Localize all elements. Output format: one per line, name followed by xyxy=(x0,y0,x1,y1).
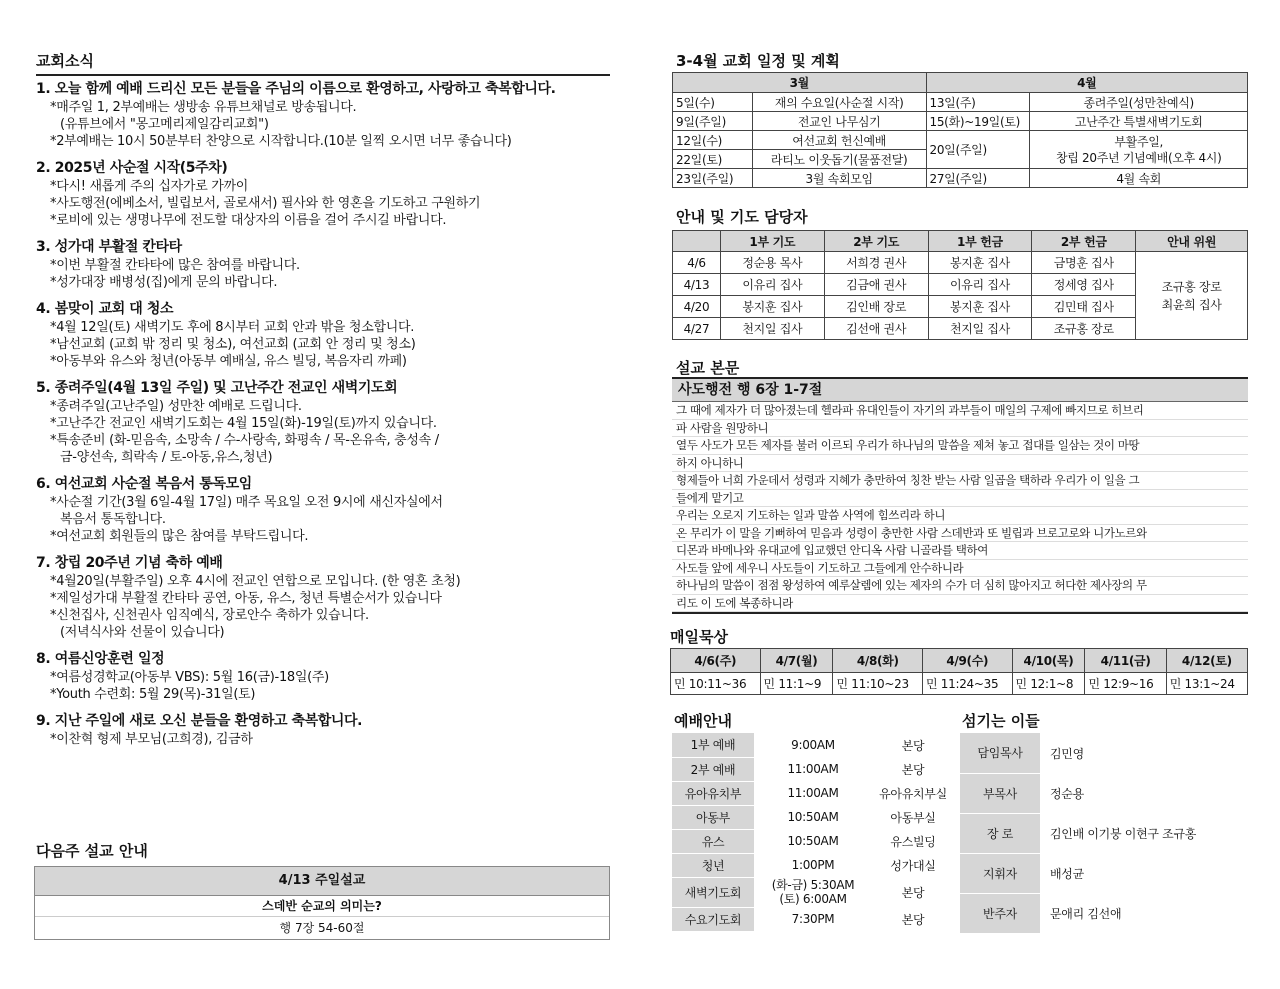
schedule-cell: 고난주간 특별새벽기도회 xyxy=(1030,112,1248,131)
prayer-cell: 김인배 장로 xyxy=(824,296,928,318)
scripture-line: 들에게 맡기고 xyxy=(672,490,1248,508)
news-item xyxy=(36,300,610,370)
devotion-ref: 민 11:24~35 xyxy=(923,673,1013,695)
worship-time-line: (화-금) 5:30AM xyxy=(771,878,855,892)
schedule-cell: 라티노 이웃돕기(물품전달) xyxy=(752,150,926,169)
news-item-line: *Youth 수련회: 5월 29(목)-31일(토) xyxy=(50,687,256,702)
worship-time-line: 10:50AM xyxy=(787,810,839,824)
worship-row xyxy=(672,781,954,805)
servant-row xyxy=(960,813,1248,853)
devotion-day: 4/10(목) xyxy=(1012,649,1085,673)
prayer-cell: 정세영 집사 xyxy=(1032,274,1136,296)
devotion-day: 4/6(주) xyxy=(671,649,761,673)
prayer-date: 4/6 xyxy=(673,252,721,274)
servant-role: 반주자 xyxy=(960,893,1040,933)
prayer-table xyxy=(672,230,1248,340)
worship-time-line: 7:30PM xyxy=(791,912,835,926)
church-news-list xyxy=(36,80,610,757)
scripture-line: 우리는 오로지 기도하는 일과 말씀 사역에 힘쓰리라 하니 xyxy=(672,507,1248,525)
worship-time-line: 11:00AM xyxy=(787,762,839,776)
news-item-line: *특송준비 (화-믿음속, 소망속 / 수-사랑속, 화평속 / 목-온유속, 충성속 / xyxy=(50,433,439,448)
servant-row xyxy=(960,773,1248,813)
scripture-line: 열두 사도가 모든 제자를 불러 이르되 우리가 하나님의 말씀을 제쳐 놓고 접대를 일삼는 것이 마땅 xyxy=(672,437,1248,455)
devotion-day: 4/7(월) xyxy=(760,649,833,673)
news-item-line: *이번 부활절 칸타타에 많은 참여를 바랍니다. xyxy=(50,258,300,273)
scripture-line: 하지 아니하니 xyxy=(672,455,1248,473)
worship-time xyxy=(754,829,872,853)
scripture-line: 온 무리가 이 말을 기뻐하여 믿음과 성령이 충만한 사람 스데반과 또 빌립과 브로고로와 니가노르와 xyxy=(672,525,1248,543)
worship-place: 본당 xyxy=(901,885,925,900)
scripture-line: 그 때에 제자가 더 많아졌는데 헬라파 유대인들이 자기의 과부들이 매일의 구제에 빠지므로 히브리 xyxy=(672,402,1248,420)
prayer-cell: 금명훈 집사 xyxy=(1032,252,1136,274)
news-item-title: 1. 오늘 함께 예배 드리신 모든 분들을 주님의 이름으로 환영하고, 사랑하고 축복합니다. xyxy=(36,81,556,97)
schedule-cell: 15(화)~19일(토) xyxy=(926,112,1030,131)
news-item xyxy=(36,80,610,150)
news-item-title: 8. 여름신앙훈련 일정 xyxy=(36,651,165,667)
news-item-title: 6. 여선교회 사순절 복음서 통독모임 xyxy=(36,476,252,492)
scripture-line: 파 사람을 원망하니 xyxy=(672,420,1248,438)
worship-time-line: 9:00AM xyxy=(791,738,835,752)
worship-time xyxy=(754,877,872,907)
news-item-title: 7. 창립 20주년 기념 축하 예배 xyxy=(36,555,223,571)
news-item-line: *종려주일(고난주일) 성만찬 예배로 드립니다. xyxy=(50,399,302,414)
scripture-line: 디몬과 바메나와 유대교에 입교했던 안디옥 사람 니골라를 택하여 xyxy=(672,542,1248,560)
prayer-cell: 김민태 집사 xyxy=(1032,296,1136,318)
devotion-day: 4/11(금) xyxy=(1085,649,1166,673)
news-item-line: *4월20일(부활주일) 오후 4시에 전교인 연합으로 모입니다. (한 영혼 초청) xyxy=(50,574,461,589)
worship-name: 수요기도회 xyxy=(672,907,754,931)
schedule-cell: 20일(주일) xyxy=(926,131,1030,169)
schedule-cell: 12일(수) xyxy=(673,131,753,150)
sermon-passage: 사도행전 행 6장 1-7절 xyxy=(672,379,1248,402)
servants-table xyxy=(960,733,1248,934)
scripture-text xyxy=(672,402,1248,614)
worship-row xyxy=(672,907,954,931)
news-item-line: *다시! 새롭게 주의 십자가로 가까이 xyxy=(50,179,249,194)
devotion-ref: 민 10:11~36 xyxy=(671,673,761,695)
scripture-line: 리도 이 도에 복종하니라 xyxy=(672,595,1248,613)
prayer-cell: 천지일 집사 xyxy=(720,318,824,340)
worship-place: 본당 xyxy=(901,912,925,927)
prayer-cell: 봉지훈 집사 xyxy=(720,296,824,318)
worship-place: 본당 xyxy=(901,738,925,753)
guide-name: 조규홍 장로 xyxy=(1161,279,1222,294)
schedule-cell: 여선교회 헌신예배 xyxy=(752,131,926,150)
news-item-line: 금-양선속, 희락속 / 토-아동,유스,청년) xyxy=(60,450,273,465)
prayer-header: 안내 및 기도 담당자 xyxy=(676,208,808,226)
news-item-line: *매주일 1, 2부예배는 생방송 유튜브채널로 방송됩니다. xyxy=(50,100,357,115)
prayer-cell: 김금애 권사 xyxy=(824,274,928,296)
devotion-table xyxy=(670,648,1248,695)
prayer-cell: 김선애 권사 xyxy=(824,318,928,340)
worship-time-line: 1:00PM xyxy=(791,858,835,872)
news-item-line: *남선교회 (교회 밖 정리 및 청소), 여선교회 (교회 안 정리 및 청소) xyxy=(50,337,416,352)
servant-names: 배성균 xyxy=(1050,866,1084,881)
worship-header: 예배안내 xyxy=(674,712,732,730)
news-item-line: *사순절 기간(3월 6일-4월 17일) 매주 목요일 오전 9시에 새신자실에서 xyxy=(50,495,443,510)
news-item-line: *아동부와 유스와 청년(아동부 예배실, 유스 빌딩, 복음자리 까페) xyxy=(50,354,407,369)
schedule-cell: 5일(수) xyxy=(673,93,753,112)
schedule-cell: 9일(주일) xyxy=(673,112,753,131)
news-item xyxy=(36,650,610,703)
news-item-line: *여름성경학교(아동부 VBS): 5월 16(금)-18일(주) xyxy=(50,670,329,685)
prayer-cell: 봉지훈 집사 xyxy=(928,252,1032,274)
next-sermon-passage: 행 7장 54-60절 xyxy=(279,921,365,935)
prayer-cell: 서희경 권사 xyxy=(824,252,928,274)
worship-time xyxy=(754,805,872,829)
schedule-cell: 4월 속회 xyxy=(1030,169,1248,188)
worship-table xyxy=(672,733,954,932)
schedule-cell: 27일(주일) xyxy=(926,169,1030,188)
servant-row xyxy=(960,733,1248,773)
worship-place: 유스빌딩 xyxy=(890,834,936,849)
schedule-header: 3-4월 교회 일정 및 계획 xyxy=(676,52,840,70)
prayer-header-row xyxy=(673,231,1248,252)
servants-header: 섬기는 이들 xyxy=(962,712,1040,730)
devotion-days-row xyxy=(671,649,1248,673)
servant-role: 담임목사 xyxy=(960,733,1040,773)
next-sermon-box xyxy=(34,866,610,940)
worship-name: 유스 xyxy=(672,829,754,853)
devotion-day: 4/9(수) xyxy=(923,649,1013,673)
news-item-line: 복음서 통독합니다. xyxy=(60,512,166,527)
news-item xyxy=(36,159,610,229)
devotion-ref: 민 11:1~9 xyxy=(760,673,833,695)
schedule-cell: 재의 수요일(사순절 시작) xyxy=(752,93,926,112)
schedule-event-line: 부활주일, xyxy=(1114,134,1164,149)
schedule-table xyxy=(672,72,1248,188)
prayer-date: 4/20 xyxy=(673,296,721,318)
prayer-date: 4/27 xyxy=(673,318,721,340)
worship-row xyxy=(672,757,954,781)
sermon-text-header: 설교 본문 xyxy=(676,359,740,377)
servant-names: 문애리 김선애 xyxy=(1050,906,1122,921)
schedule-cell: 22일(토) xyxy=(673,150,753,169)
guide-name: 최윤희 집사 xyxy=(1161,297,1222,312)
news-item xyxy=(36,475,610,545)
next-sermon-date: 4/13 주일설교 xyxy=(35,867,609,896)
guide-committee-cell xyxy=(1136,252,1248,340)
servant-role: 장 로 xyxy=(960,813,1040,853)
servant-names: 김민영 xyxy=(1050,746,1084,761)
prayer-cell: 조규홍 장로 xyxy=(1032,318,1136,340)
next-sermon-title: 스데반 순교의 의미는? xyxy=(35,896,609,917)
prayer-cell: 이유리 집사 xyxy=(928,274,1032,296)
servant-row xyxy=(960,893,1248,933)
church-news-header: 교회소식 xyxy=(36,50,610,76)
news-item-line: (유튜브에서 "몽고메리제일감리교회") xyxy=(60,117,269,132)
worship-time-line: 11:00AM xyxy=(787,786,839,800)
prayer-column-header: 안내 위원 xyxy=(1136,231,1248,252)
news-item-title: 4. 봄맞이 교회 대 청소 xyxy=(36,301,174,317)
prayer-cell: 정순용 목사 xyxy=(720,252,824,274)
april-header: 4월 xyxy=(926,73,1247,93)
schedule-cell: 13일(주) xyxy=(926,93,1030,112)
news-item xyxy=(36,379,610,466)
prayer-column-header: 2부 기도 xyxy=(824,231,928,252)
sermon-text-box xyxy=(672,377,1248,614)
servant-names: 정순용 xyxy=(1050,786,1084,801)
scripture-line: 하나님의 말씀이 점점 왕성하여 예루살렘에 있는 제자의 수가 더 심히 많아지고 허다한 제사장의 무 xyxy=(672,577,1248,595)
worship-name: 아동부 xyxy=(672,805,754,829)
news-item-line: *신천집사, 신천권사 임직예식, 장로안수 축하가 있습니다. xyxy=(50,608,369,623)
worship-time xyxy=(754,853,872,877)
worship-place: 아동부실 xyxy=(890,810,936,825)
scripture-line: 형제들아 너희 가운데서 성령과 지혜가 충만하여 칭찬 받는 사람 일곱을 택하라 우리가 이 일을 그 xyxy=(672,472,1248,490)
schedule-cell: 전교인 나무심기 xyxy=(752,112,926,131)
news-item-line: *2부예배는 10시 50분부터 찬양으로 시작합니다.(10분 일찍 오시면 너무 좋습니다) xyxy=(50,134,512,149)
news-item-line: *제일성가대 부활절 칸타타 공연, 아동, 유스, 청년 특별순서가 있습니다 xyxy=(50,591,442,606)
worship-row xyxy=(672,733,954,757)
devotion-day: 4/12(토) xyxy=(1166,649,1247,673)
prayer-date: 4/13 xyxy=(673,274,721,296)
schedule-cell: 23일(주일) xyxy=(673,169,753,188)
worship-name: 새벽기도회 xyxy=(672,877,754,907)
news-item-line: *4월 12일(토) 새벽기도 후에 8시부터 교회 안과 밖을 청소합니다. xyxy=(50,320,415,335)
worship-row xyxy=(672,805,954,829)
worship-place: 본당 xyxy=(901,762,925,777)
devotion-ref: 민 13:1~24 xyxy=(1166,673,1247,695)
news-item-line: (저녁식사와 선물이 있습니다) xyxy=(60,625,225,640)
next-sermon-header: 다음주 설교 안내 xyxy=(36,842,148,860)
worship-name: 유아유치부 xyxy=(672,781,754,805)
march-header: 3월 xyxy=(673,73,927,93)
prayer-cell: 천지일 집사 xyxy=(928,318,1032,340)
news-item xyxy=(36,238,610,291)
news-item-line: *성가대장 배병성(집)에게 문의 바랍니다. xyxy=(50,275,278,290)
schedule-cell: 3월 속회모임 xyxy=(752,169,926,188)
worship-time-line: 10:50AM xyxy=(787,834,839,848)
servant-names: 김인배 이기붕 이현구 조규홍 xyxy=(1050,826,1197,841)
worship-time xyxy=(754,907,872,931)
worship-time xyxy=(754,733,872,757)
prayer-column-header xyxy=(673,231,721,252)
prayer-column-header: 1부 기도 xyxy=(720,231,824,252)
news-item xyxy=(36,712,610,748)
news-item-line: *고난주간 전교인 새벽기도회는 4월 15일(화)-19일(토)까지 있습니다. xyxy=(50,416,437,431)
schedule-event-line: 창립 20주년 기념예배(오후 4시) xyxy=(1055,150,1222,165)
devotion-day: 4/8(화) xyxy=(833,649,923,673)
scripture-line: 사도들 앞에 세우니 사도들이 기도하고 그들에게 안수하니라 xyxy=(672,560,1248,578)
schedule-cell-multiline xyxy=(1030,131,1248,169)
devotion-header: 매일묵상 xyxy=(670,628,728,646)
servant-row xyxy=(960,853,1248,893)
devotion-refs-row xyxy=(671,673,1248,695)
news-item-title: 9. 지난 주일에 새로 오신 분들을 환영하고 축복합니다. xyxy=(36,713,363,729)
news-item-title: 5. 종려주일(4월 13일 주일) 및 고난주간 전교인 새벽기도회 xyxy=(36,380,398,396)
worship-place: 성가대실 xyxy=(890,858,936,873)
news-item-line: *이찬혁 형제 부모님(고희경), 김금하 xyxy=(50,732,253,747)
worship-row xyxy=(672,853,954,877)
worship-place: 유아유치부실 xyxy=(879,786,947,801)
servant-role: 부목사 xyxy=(960,773,1040,813)
schedule-cell: 종려주일(성만찬예식) xyxy=(1030,93,1248,112)
prayer-cell: 봉지훈 집사 xyxy=(928,296,1032,318)
worship-name: 1부 예배 xyxy=(672,733,754,757)
prayer-column-header: 2부 헌금 xyxy=(1032,231,1136,252)
devotion-ref: 민 12:9~16 xyxy=(1085,673,1166,695)
news-item-line: *로비에 있는 생명나무에 전도할 대상자의 이름을 걸어 주시길 바랍니다. xyxy=(50,213,447,228)
devotion-ref: 민 11:10~23 xyxy=(833,673,923,695)
news-item-title: 3. 성가대 부활절 칸타타 xyxy=(36,239,182,255)
worship-time xyxy=(754,781,872,805)
prayer-cell: 이유리 집사 xyxy=(720,274,824,296)
worship-time xyxy=(754,757,872,781)
worship-name: 2부 예배 xyxy=(672,757,754,781)
devotion-ref: 민 12:1~8 xyxy=(1012,673,1085,695)
news-item-line: *사도행전(에베소서, 빌립보서, 골로새서) 필사와 한 영혼을 기도하고 구원하기 xyxy=(50,196,481,211)
prayer-column-header: 1부 헌금 xyxy=(928,231,1032,252)
worship-time-line: (토) 6:00AM xyxy=(779,892,847,906)
news-item-title: 2. 2025년 사순절 시작(5주차) xyxy=(36,160,228,176)
news-item xyxy=(36,554,610,641)
news-item-line: *여선교회 회원들의 많은 참여를 부탁드립니다. xyxy=(50,529,309,544)
worship-row xyxy=(672,877,954,907)
servant-role: 지휘자 xyxy=(960,853,1040,893)
worship-row xyxy=(672,829,954,853)
worship-name: 청년 xyxy=(672,853,754,877)
